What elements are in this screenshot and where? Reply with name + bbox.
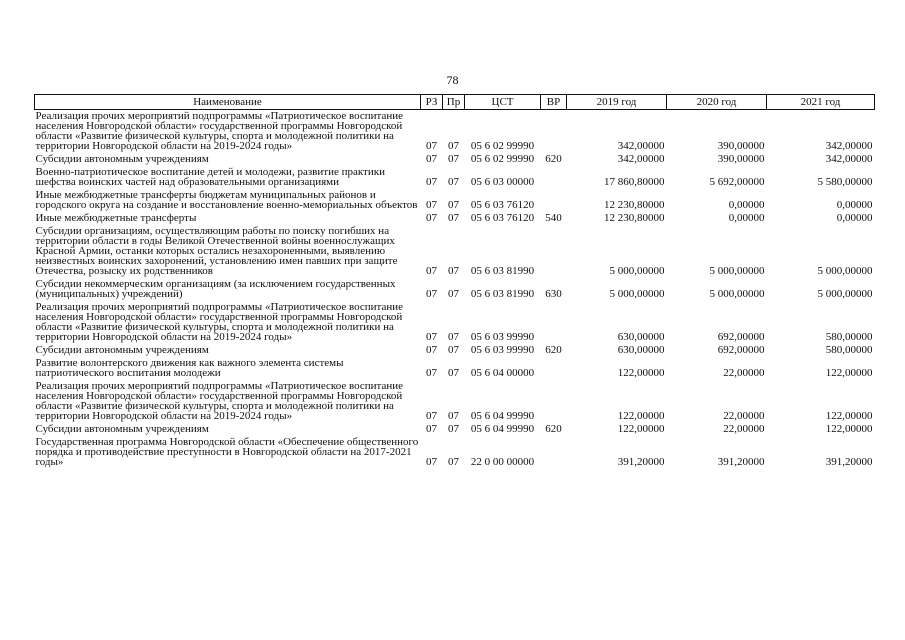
table-header [35,95,875,110]
row-pr: 07 [448,140,459,152]
row-pr: 07 [448,367,459,379]
row-2019: 12 230,80000 [604,199,665,211]
row-rz: 07 [426,288,437,300]
row-pr: 07 [448,288,459,300]
row-pr: 07 [448,423,459,435]
row-pr: 07 [448,265,459,277]
row-2019: 122,00000 [617,367,665,379]
row-2021: 122,00000 [825,410,873,422]
row-2019: 630,00000 [617,344,665,356]
table-body [35,110,875,470]
row-cst: 05 6 02 99990 [470,153,535,165]
row-cst: 05 6 03 76120 [470,212,535,224]
row-vr: 630 [545,288,562,300]
table-row [35,212,875,225]
row-2020: 5 000,00000 [709,288,765,300]
budget-table [34,94,875,469]
row-rz: 07 [426,423,437,435]
row-2021: 5 000,00000 [817,265,873,277]
row-pr: 07 [448,456,459,468]
row-2020: 22,00000 [723,423,765,435]
row-2020: 390,00000 [717,140,765,152]
row-2019: 342,00000 [617,153,665,165]
row-rz: 07 [426,199,437,211]
row-vr: 620 [545,423,562,435]
row-2021: 122,00000 [825,423,873,435]
row-2020: 22,00000 [723,410,765,422]
row-cst: 05 6 03 99990 [470,344,535,356]
header-name: Наименование [35,95,421,110]
table-row [35,301,875,344]
row-2021: 580,00000 [825,331,873,343]
row-rz: 07 [426,331,437,343]
row-cst: 05 6 04 99990 [470,410,535,422]
row-rz: 07 [426,212,437,224]
row-name: Субсидии автономным учреждениям [35,344,209,356]
row-name: Субсидии организациям, осуществляющим работы по поиску погибших на территории области в годы Великой Отечественной войны военнослужащих Красной Армии, останки которых остались незахороненными, выявлению неизвестных воинских захоронений, установлению имен павших при защите Отечества, розыску их родственников [35,225,398,277]
row-rz: 07 [426,456,437,468]
table-row [35,225,875,278]
row-2020: 22,00000 [723,367,765,379]
table-row [35,166,875,189]
row-rz: 07 [426,265,437,277]
row-2019: 12 230,80000 [604,212,665,224]
header-rz: РЗ [421,95,443,110]
row-vr [541,380,567,423]
row-pr: 07 [448,212,459,224]
row-rz: 07 [426,176,437,188]
row-vr: 620 [545,153,562,165]
row-rz: 07 [426,410,437,422]
row-2020: 0,00000 [728,212,765,224]
row-rz: 07 [426,344,437,356]
row-vr [541,166,567,189]
row-2021: 580,00000 [825,344,873,356]
table-row [35,278,875,301]
row-name: Реализация прочих мероприятий подпрограммы «Патриотическое воспитание населения Новгородской области» государственной программы Новгородской области «Развитие физической культуры, спорта и молодежной политики на территории Новгородской области на 2019-2024 годы» [35,380,404,422]
row-2019: 122,00000 [617,410,665,422]
table-row [35,436,875,469]
row-cst: 05 6 03 76120 [470,199,535,211]
row-pr: 07 [448,153,459,165]
row-2020: 5 692,00000 [709,176,765,188]
row-2020: 391,20000 [717,456,765,468]
row-name: Реализация прочих мероприятий подпрограммы «Патриотическое воспитание населения Новгородской области» государственной программы Новгородской области «Развитие физической культуры, спорта и молодежной политики на территории Новгородской области на 2019-2024 годы» [35,301,404,343]
row-name: Государственная программа Новгородской области «Обеспечение общественного порядка и противодействие преступности в Новгородской области на 2017-2021 годы» [35,436,419,468]
row-rz: 07 [426,153,437,165]
row-pr: 07 [448,410,459,422]
row-vr [541,436,567,469]
row-pr: 07 [448,176,459,188]
row-cst: 22 0 00 00000 [470,456,535,468]
row-name: Развитие волонтерского движения как важного элемента системы патриотического воспитания молодежи [35,357,344,379]
row-cst: 05 6 04 00000 [470,367,535,379]
table-row [35,357,875,380]
row-vr: 620 [545,344,562,356]
row-vr [541,189,567,212]
row-name: Реализация прочих мероприятий подпрограммы «Патриотическое воспитание населения Новгородской области» государственной программы Новгородской области «Развитие физической культуры, спорта и молодежной политики на территории Новгородской области на 2019-2024 годы» [35,110,404,152]
row-name: Иные межбюджетные трансферты бюджетам муниципальных районов и городского округа на создание и восстановление военно-мемориальных объектов [35,189,418,211]
row-2020: 390,00000 [717,153,765,165]
row-name: Субсидии некоммерческим организациям (за исключением государственных (муниципальных) учреждений) [35,278,396,300]
row-2019: 342,00000 [617,140,665,152]
row-2021: 0,00000 [836,199,873,211]
row-cst: 05 6 03 81990 [470,265,535,277]
row-name: Субсидии автономным учреждениям [35,153,209,165]
row-vr [541,110,567,154]
row-2019: 17 860,80000 [604,176,665,188]
table-row [35,344,875,357]
table-row [35,423,875,436]
row-2020: 5 000,00000 [709,265,765,277]
row-2021: 0,00000 [836,212,873,224]
row-2019: 5 000,00000 [609,265,665,277]
row-cst: 05 6 02 99990 [470,140,535,152]
header-pr: Пр [443,95,465,110]
row-2019: 5 000,00000 [609,288,665,300]
row-2021: 5 580,00000 [817,176,873,188]
row-pr: 07 [448,199,459,211]
row-pr: 07 [448,344,459,356]
header-2021: 2021 год [767,95,875,110]
row-name: Военно-патриотическое воспитание детей и молодежи, развитие практики шефства воинских частей над образовательными организациями [35,166,385,188]
row-vr [541,357,567,380]
row-cst: 05 6 03 81990 [470,288,535,300]
row-cst: 05 6 03 99990 [470,331,535,343]
row-2019: 391,20000 [617,456,665,468]
row-2020: 0,00000 [728,199,765,211]
table-row [35,110,875,154]
row-2019: 630,00000 [617,331,665,343]
table-row [35,153,875,166]
row-2021: 122,00000 [825,367,873,379]
header-vr: ВР [541,95,567,110]
row-2020: 692,00000 [717,331,765,343]
row-rz: 07 [426,367,437,379]
row-vr: 540 [545,212,562,224]
row-cst: 05 6 04 99990 [470,423,535,435]
row-2021: 391,20000 [825,456,873,468]
row-2020: 692,00000 [717,344,765,356]
row-name: Субсидии автономным учреждениям [35,423,209,435]
row-cst: 05 6 03 00000 [470,176,535,188]
row-name: Иные межбюджетные трансферты [35,212,197,224]
row-2019: 122,00000 [617,423,665,435]
row-vr [541,301,567,344]
table-row [35,189,875,212]
row-2021: 342,00000 [825,153,873,165]
row-rz: 07 [426,140,437,152]
row-2021: 5 000,00000 [817,288,873,300]
row-2021: 342,00000 [825,140,873,152]
header-2019: 2019 год [567,95,667,110]
table-row [35,380,875,423]
header-2020: 2020 год [667,95,767,110]
row-pr: 07 [448,331,459,343]
page-number: 78 [446,73,459,87]
header-cst: ЦСТ [465,95,541,110]
row-vr [541,225,567,278]
